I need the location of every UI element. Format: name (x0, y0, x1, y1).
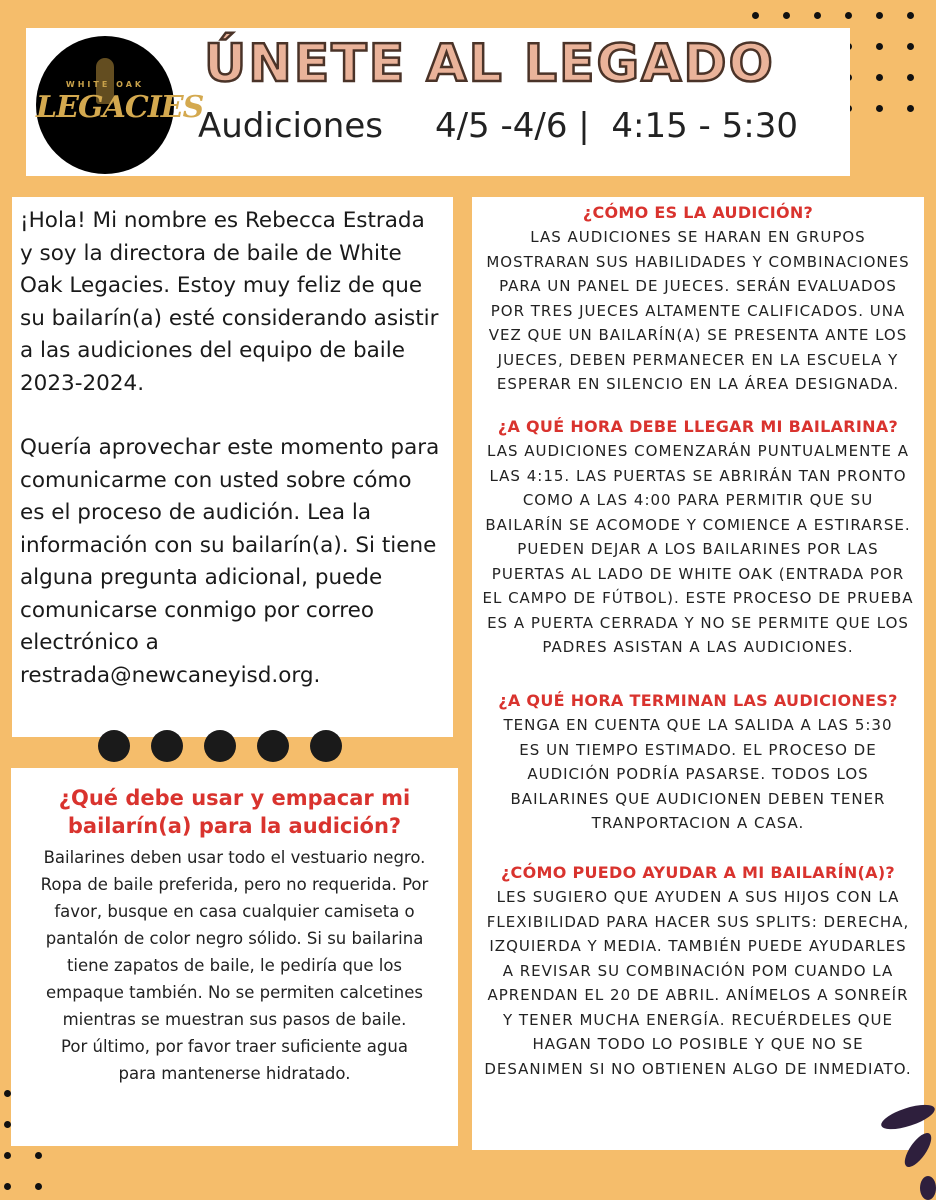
dot (907, 105, 914, 112)
faq-answer: LAS AUDICIONES SE HARAN EN GRUPOS MOSTRARAN SUS HABILIDADES Y COMBINACIONES PARA UN PANEL DE JUECES. SERÁN EVALUADOS POR TRES JUECES ALTAMENTE CALIFICADOS. UNA VEZ QUE UN BAILARÍN(A) SE PRESENTA ANTE LOS JUECES, DEBEN PERMANECER EN LA ESCUELA Y ESPERAR EN SILENCIO EN LA ÁREA DESIGNADA. (486, 228, 910, 393)
dot (310, 730, 342, 762)
logo-school-name: WHITE OAK (65, 80, 145, 89)
faq-answer: LAS AUDICIONES COMENZARÁN PUNTUALMENTE A LAS 4:15. LAS PUERTAS SE ABRIRÁN TAN PRONTO COMO A LAS 4:00 PARA PERMITIR QUE SU BAILARÍN SE ACOMODE Y COMIENCE A ESTIRARSE. PUEDEN DEJAR A LOS BAILARINES POR LAS PUERTAS AL LADO DE WHITE OAK (ENTRADA POR EL CAMPO DE FÚTBOL). ESTE PROCESO DE PRUEBA ES A PUERTA CERRADA Y NO SE PERMITE QUE LOS PADRES ASISTAN A LAS AUDICIONES. (482, 442, 914, 656)
faq-item (472, 689, 924, 836)
audition-time: 4:15 - 5:30 (611, 106, 798, 146)
faq-question: ¿CÓMO ES LA AUDICIÓN? (582, 203, 814, 222)
faq-answer: TENGA EN CUENTA QUE LA SALIDA A LAS 5:30 ES UN TIEMPO ESTIMADO. EL PROCESO DE AUDICIÓN PODRÍA PASARSE. TODOS LOS BAILARINES QUE AUDICIONEN DEBEN TENER TRANPORTACION A CASA. (503, 716, 893, 832)
audition-schedule (198, 106, 798, 146)
dot (204, 730, 236, 762)
dot (876, 74, 883, 81)
dot (876, 105, 883, 112)
dot (783, 12, 790, 19)
what-to-wear-answer (11, 844, 458, 1087)
dot (4, 1121, 11, 1128)
faq-question: ¿A QUÉ HORA DEBE LLEGAR MI BAILARINA? (497, 417, 899, 436)
logo-team-name: LEGACIES (36, 90, 204, 125)
dot (814, 12, 821, 19)
dot (876, 43, 883, 50)
faq-section (472, 197, 924, 1150)
dot (907, 43, 914, 50)
legacies-logo (36, 36, 204, 174)
dot (151, 730, 183, 762)
faq-answer: LES SUGIERO QUE AYUDEN A SUS HIJOS CON LA FLEXIBILIDAD PARA HACER SUS SPLITS: DERECHA, IZQUIERDA Y MEDIA. TAMBIÉN PUEDE AYUDARLES A REVISAR SU COMBINACIÓN POM CUANDO LA APRENDAN EL 20 DE ABRIL. ANÍMELOS A SONREÍR Y TENER MUCHA ENERGÍA. RECUÉRDELES QUE HAGAN TODO LO POSIBLE Y QUE NO SE DESANIMEN SI NO OBTIENEN ALGO DE INMEDIATO. (484, 888, 912, 1078)
dot (257, 730, 289, 762)
dot (845, 12, 852, 19)
question-line: ¿Qué debe usar y empacar mi (58, 786, 411, 810)
dot (752, 12, 759, 19)
page-title: ÚNETE AL LEGADO (204, 34, 775, 94)
question-line: bailarín(a) para la audición? (67, 814, 402, 838)
intro-letter (12, 197, 453, 737)
header-banner (26, 28, 850, 176)
dot (907, 74, 914, 81)
dot (35, 1183, 42, 1190)
faq-item (472, 201, 924, 397)
dot (98, 730, 130, 762)
intro-paragraph-2: Quería aprovechar este momento para comunicarme con usted sobre cómo es el proceso de audición. Lea la información con su bailarín(a). Si tiene alguna pregunta adicional, puede comunicarse conmigo por correo electrónico a restrada@newcaneyisd.org. (20, 435, 440, 688)
dot (876, 12, 883, 19)
dot (4, 1090, 11, 1097)
answer-text-2: Por último, por favor traer suficiente agua para mantenerse hidratado. (61, 1037, 408, 1083)
audition-dates: 4/5 -4/6 | (434, 106, 590, 146)
decorative-swoosh (920, 1176, 936, 1200)
dot (907, 12, 914, 19)
faq-item (472, 415, 924, 660)
what-to-wear-question (11, 784, 458, 840)
faq-item (472, 861, 924, 1081)
faq-question: ¿CÓMO PUEDO AYUDAR A MI BAILARÍN(A)? (500, 863, 896, 882)
intro-paragraph-1: ¡Hola! Mi nombre es Rebecca Estrada y soy la directora de baile de White Oak Legacies. Estoy muy feliz de que su bailarín(a) esté considerando asistir a las audiciones del equipo de baile 2023-2024. (20, 208, 439, 396)
dot (4, 1152, 11, 1159)
faq-question: ¿A QUÉ HORA TERMINAN LAS AUDICIONES? (498, 691, 898, 710)
dot (35, 1152, 42, 1159)
dot (4, 1183, 11, 1190)
answer-text: Bailarines deben usar todo el vestuario negro. Ropa de baile preferida, pero no requerida. Por favor, busque en casa cualquier camiseta o pantalón de color negro sólido. Si su bailarina tiene zapatos de baile, le pediría que los empaque también. No se permiten calcetines mientras se muestran sus pasos de baile. (40, 848, 429, 1029)
what-to-wear-section (11, 768, 458, 1146)
audiciones-label: Audiciones (198, 106, 383, 146)
